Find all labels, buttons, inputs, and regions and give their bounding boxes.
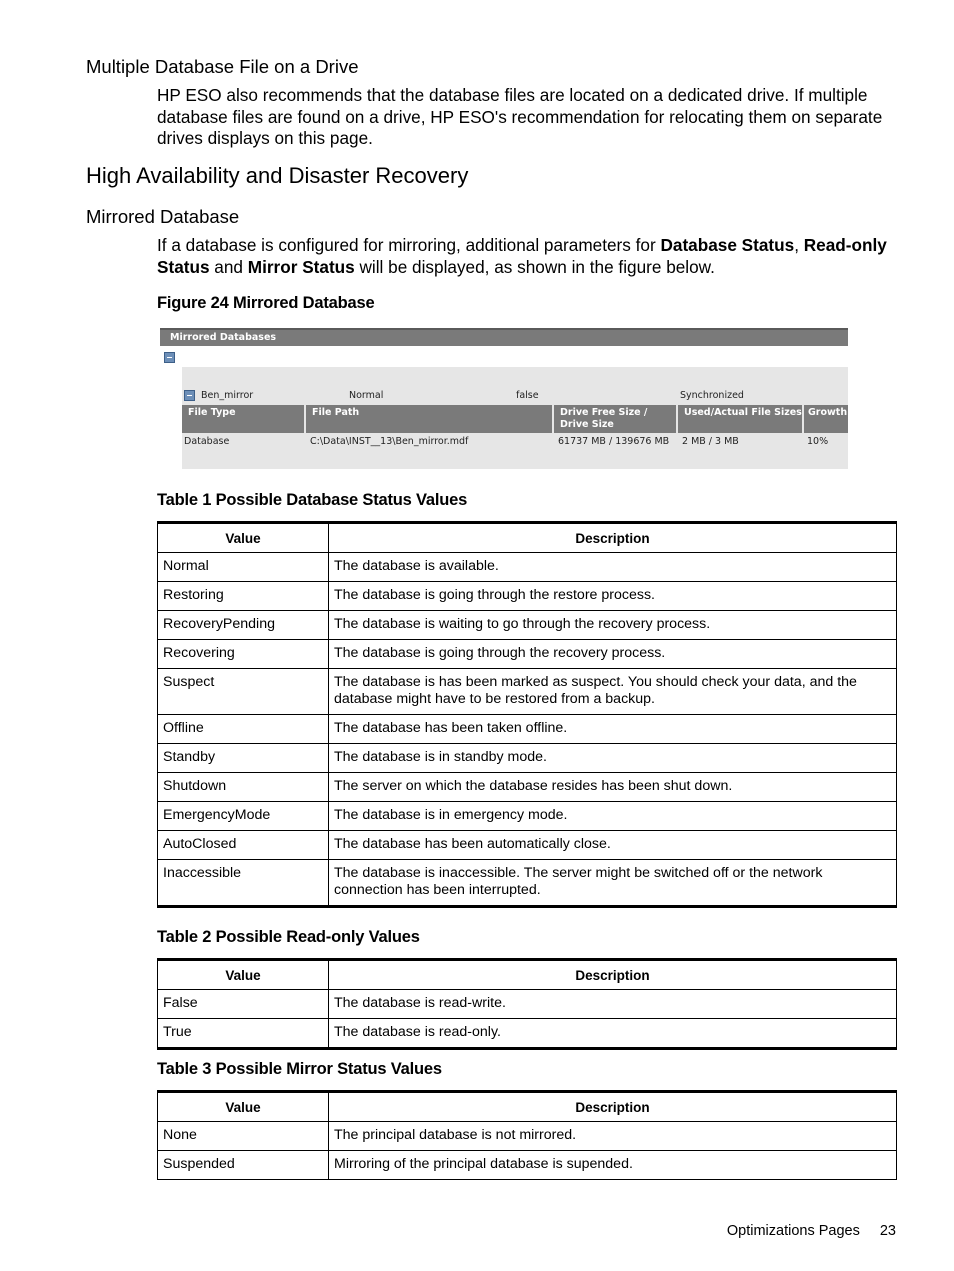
section-heading-mirrored-database: Mirrored Database: [86, 206, 240, 227]
table2-caption: Table 2 Possible Read-only Values: [157, 928, 420, 946]
description-cell: Mirroring of the principal database is supended.: [329, 1151, 897, 1180]
description-cell: The server on which the database resides has been shut down.: [329, 773, 897, 802]
read-only-table: [157, 958, 897, 1050]
collapse-icon[interactable]: [164, 352, 175, 363]
value-cell: True: [158, 1019, 329, 1049]
value-cell: Recovering: [158, 640, 329, 669]
cell-database: Ben_mirror: [201, 390, 254, 401]
para-text: and: [209, 256, 248, 277]
value-cell: Suspect: [158, 669, 329, 715]
table-row: [158, 553, 897, 582]
file-cell-growth: 10%: [807, 436, 829, 447]
value-cell: Suspended: [158, 1151, 329, 1180]
table3-caption: Table 3 Possible Mirror Status Values: [157, 1060, 442, 1078]
value-cell: AutoClosed: [158, 831, 329, 860]
table-row: [158, 990, 897, 1019]
file-header-file-type: File Type: [182, 405, 304, 433]
section-paragraph-mirrored-database: [157, 235, 887, 278]
table-row: [158, 1019, 897, 1049]
table-row: [158, 1151, 897, 1180]
section-paragraph-multiple-db-file: HP ESO also recommends that the database files are located on a dedicated drive. If multiple database files are found on a drive, HP ESO's recommendation for relocating them on separate drives displays on this page.: [157, 85, 883, 148]
value-cell: Normal: [158, 553, 329, 582]
value-cell: RecoveryPending: [158, 611, 329, 640]
file-cell-file-sizes: 2 MB / 3 MB: [682, 436, 739, 447]
table-row: [158, 802, 897, 831]
description-cell: The database is in emergency mode.: [329, 802, 897, 831]
description-cell: The database is available.: [329, 553, 897, 582]
file-header-file-sizes: Used/Actual File Sizes: [678, 405, 802, 433]
table-header-row: [158, 960, 897, 990]
file-cell-path: C:\Data\INST__13\Ben_mirror.mdf: [310, 436, 469, 447]
mirror-status-table: [157, 1090, 897, 1180]
para-text: ,: [794, 235, 804, 255]
database-status-term: Database Status: [660, 235, 795, 255]
description-cell: The database is in standby mode.: [329, 744, 897, 773]
value-cell: Standby: [158, 744, 329, 773]
table-row: [158, 640, 897, 669]
collapse-row-icon[interactable]: [184, 390, 195, 401]
cell-mirror-status: Synchronized: [680, 390, 744, 401]
description-cell: The database has been automatically close.: [329, 831, 897, 860]
column-header-description: Description: [329, 1092, 897, 1122]
description-cell: The database is inaccessible. The server might be switched off or the network connection has been interrupted.: [329, 860, 897, 907]
table-row: [158, 831, 897, 860]
table-row: [158, 611, 897, 640]
section-heading-high-availability: High Availability and Disaster Recovery: [86, 163, 469, 188]
value-cell: False: [158, 990, 329, 1019]
para-text: If a database is configured for mirroring, additional parameters for: [157, 235, 661, 255]
footer-label: Optimizations Pages: [726, 1223, 860, 1239]
file-cell-drive-size: 61737 MB / 139676 MB: [558, 436, 670, 447]
para-text: will be displayed, as shown in the figure below.: [354, 256, 715, 277]
description-cell: The database is has been marked as suspect. You should check your data, and the database might have to be restored from a backup.: [329, 669, 897, 715]
description-cell: The database is going through the recovery process.: [329, 640, 897, 669]
page-footer: [727, 1223, 896, 1239]
value-cell: Shutdown: [158, 773, 329, 802]
mirror-status-term: Mirror Status: [247, 256, 355, 277]
table-row: [158, 582, 897, 611]
table-row: [158, 669, 897, 715]
file-header-file-path: File Path: [306, 405, 552, 433]
table-row: [158, 773, 897, 802]
description-cell: The principal database is not mirrored.: [329, 1122, 897, 1151]
description-cell: The database is waiting to go through the recovery process.: [329, 611, 897, 640]
table1-caption: Table 1 Possible Database Status Values: [157, 491, 468, 509]
column-header-value: Value: [158, 960, 329, 990]
value-cell: Inaccessible: [158, 860, 329, 907]
value-cell: None: [158, 1122, 329, 1151]
figure-caption: Figure 24 Mirrored Database: [157, 294, 375, 312]
panel-title: Mirrored Databases: [160, 330, 848, 346]
column-header-description: Description: [329, 960, 897, 990]
description-cell: The database is read-write.: [329, 990, 897, 1019]
value-cell: EmergencyMode: [158, 802, 329, 831]
table-row: [158, 744, 897, 773]
file-cell-type: Database: [184, 436, 230, 447]
description-cell: The database has been taken offline.: [329, 715, 897, 744]
mirrored-databases-screenshot: [160, 328, 848, 469]
cell-read-only: false: [516, 390, 539, 401]
table-row: [158, 715, 897, 744]
value-cell: Offline: [158, 715, 329, 744]
page-number: 23: [879, 1223, 896, 1239]
description-cell: The database is going through the restore process.: [329, 582, 897, 611]
read-only-status-term: Read-only Status: [157, 235, 887, 277]
column-header-value: Value: [158, 1092, 329, 1122]
file-header-growth: Growth: [804, 405, 848, 433]
table-header-row: [158, 523, 897, 553]
table-header-row: [158, 1092, 897, 1122]
column-header-value: Value: [158, 523, 329, 553]
section-heading-multiple-db-file: Multiple Database File on a Drive: [86, 56, 359, 77]
description-cell: The database is read-only.: [329, 1019, 897, 1049]
database-status-table: [157, 521, 897, 908]
table-row: [158, 860, 897, 907]
cell-database-status: Normal: [349, 390, 384, 401]
column-header-description: Description: [329, 523, 897, 553]
table-row: [158, 1122, 897, 1151]
file-header-drive-size: Drive Free Size / Drive Size: [554, 405, 676, 433]
value-cell: Restoring: [158, 582, 329, 611]
